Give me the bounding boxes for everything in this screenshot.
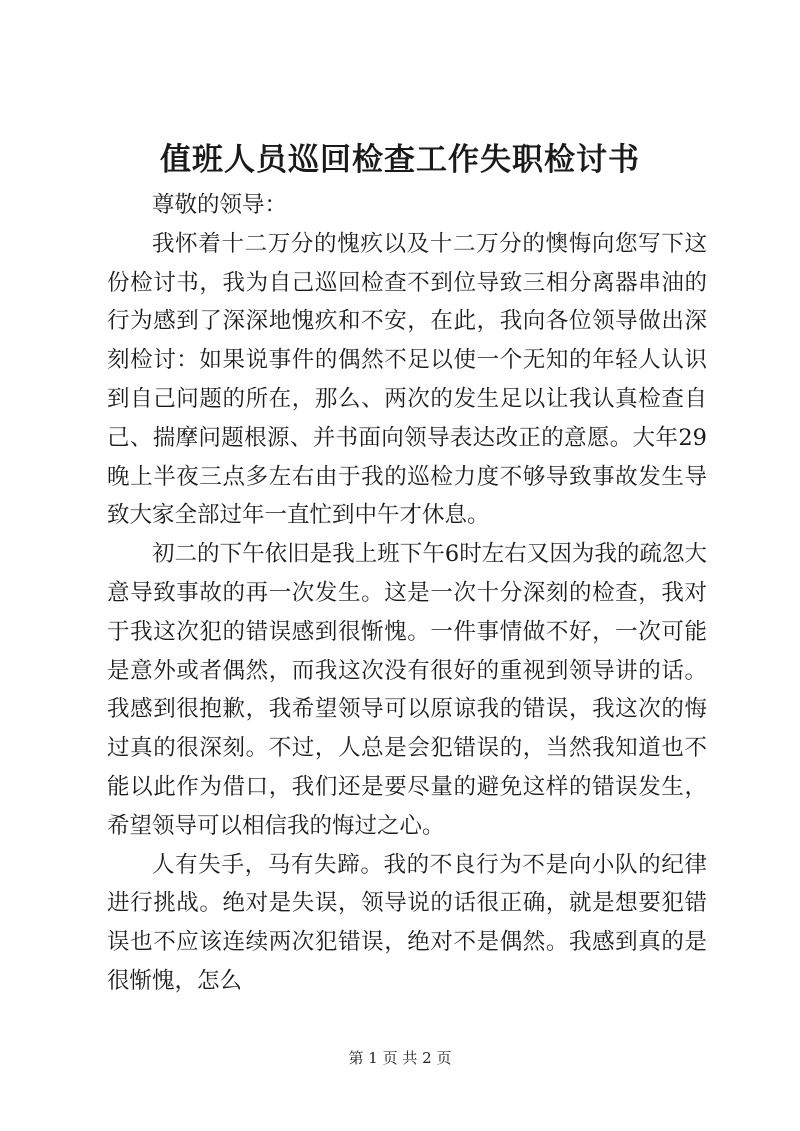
page-number-footer: 第 1 页 共 2 页	[348, 1049, 452, 1067]
paragraph-2: 初二的下午依旧是我上班下午6时左右又因为我的疏忽大意导致事故的再一次发生。这是一次十分深刻的检查，我对于我这次犯的错误感到很惭愧。一件事情做不好，一次可能是意外或者偶然，而我这次没有很好的重视到领导讲的话。我感到很抱歉，我希望领导可以原谅我的错误，我这次的悔过真的很深刻。不过，人总是会犯错误的，当然我知道也不能以此作为借口，我们还是要尽量的避免这样的错误发生，希望领导可以相信我的悔过之心。	[107, 541, 707, 839]
document-body	[107, 186, 707, 1001]
paragraph-1: 我怀着十二万分的愧疚以及十二万分的懊悔向您写下这份检讨书，我为自己巡回检查不到位导致三相分离器串油的行为感到了深深地愧疚和不安，在此，我向各位领导做出深刻检讨：如果说事件的偶然不足以使一个无知的年轻人认识到自己问题的所在，那么、两次的发生足以让我认真检查自己、揣摩问题根源、并书面向领导表达改正的意愿。大年29晚上半夜三点多左右由于我的巡检力度不够导致事故发生导致大家全部过年一直忙到中午才休息。	[107, 230, 707, 529]
document-title: 值班人员巡回检查工作失职检讨书	[160, 142, 640, 178]
salutation: 尊敬的领导：	[152, 192, 288, 218]
paragraph-3: 人有失手，马有失蹄。我的不良行为不是向小队的纪律进行挑战。绝对是失误，领导说的话很正确，就是想要犯错误也不应该连续两次犯错误，绝对不是偶然。我感到真的是很惭愧，怎么	[107, 851, 707, 994]
